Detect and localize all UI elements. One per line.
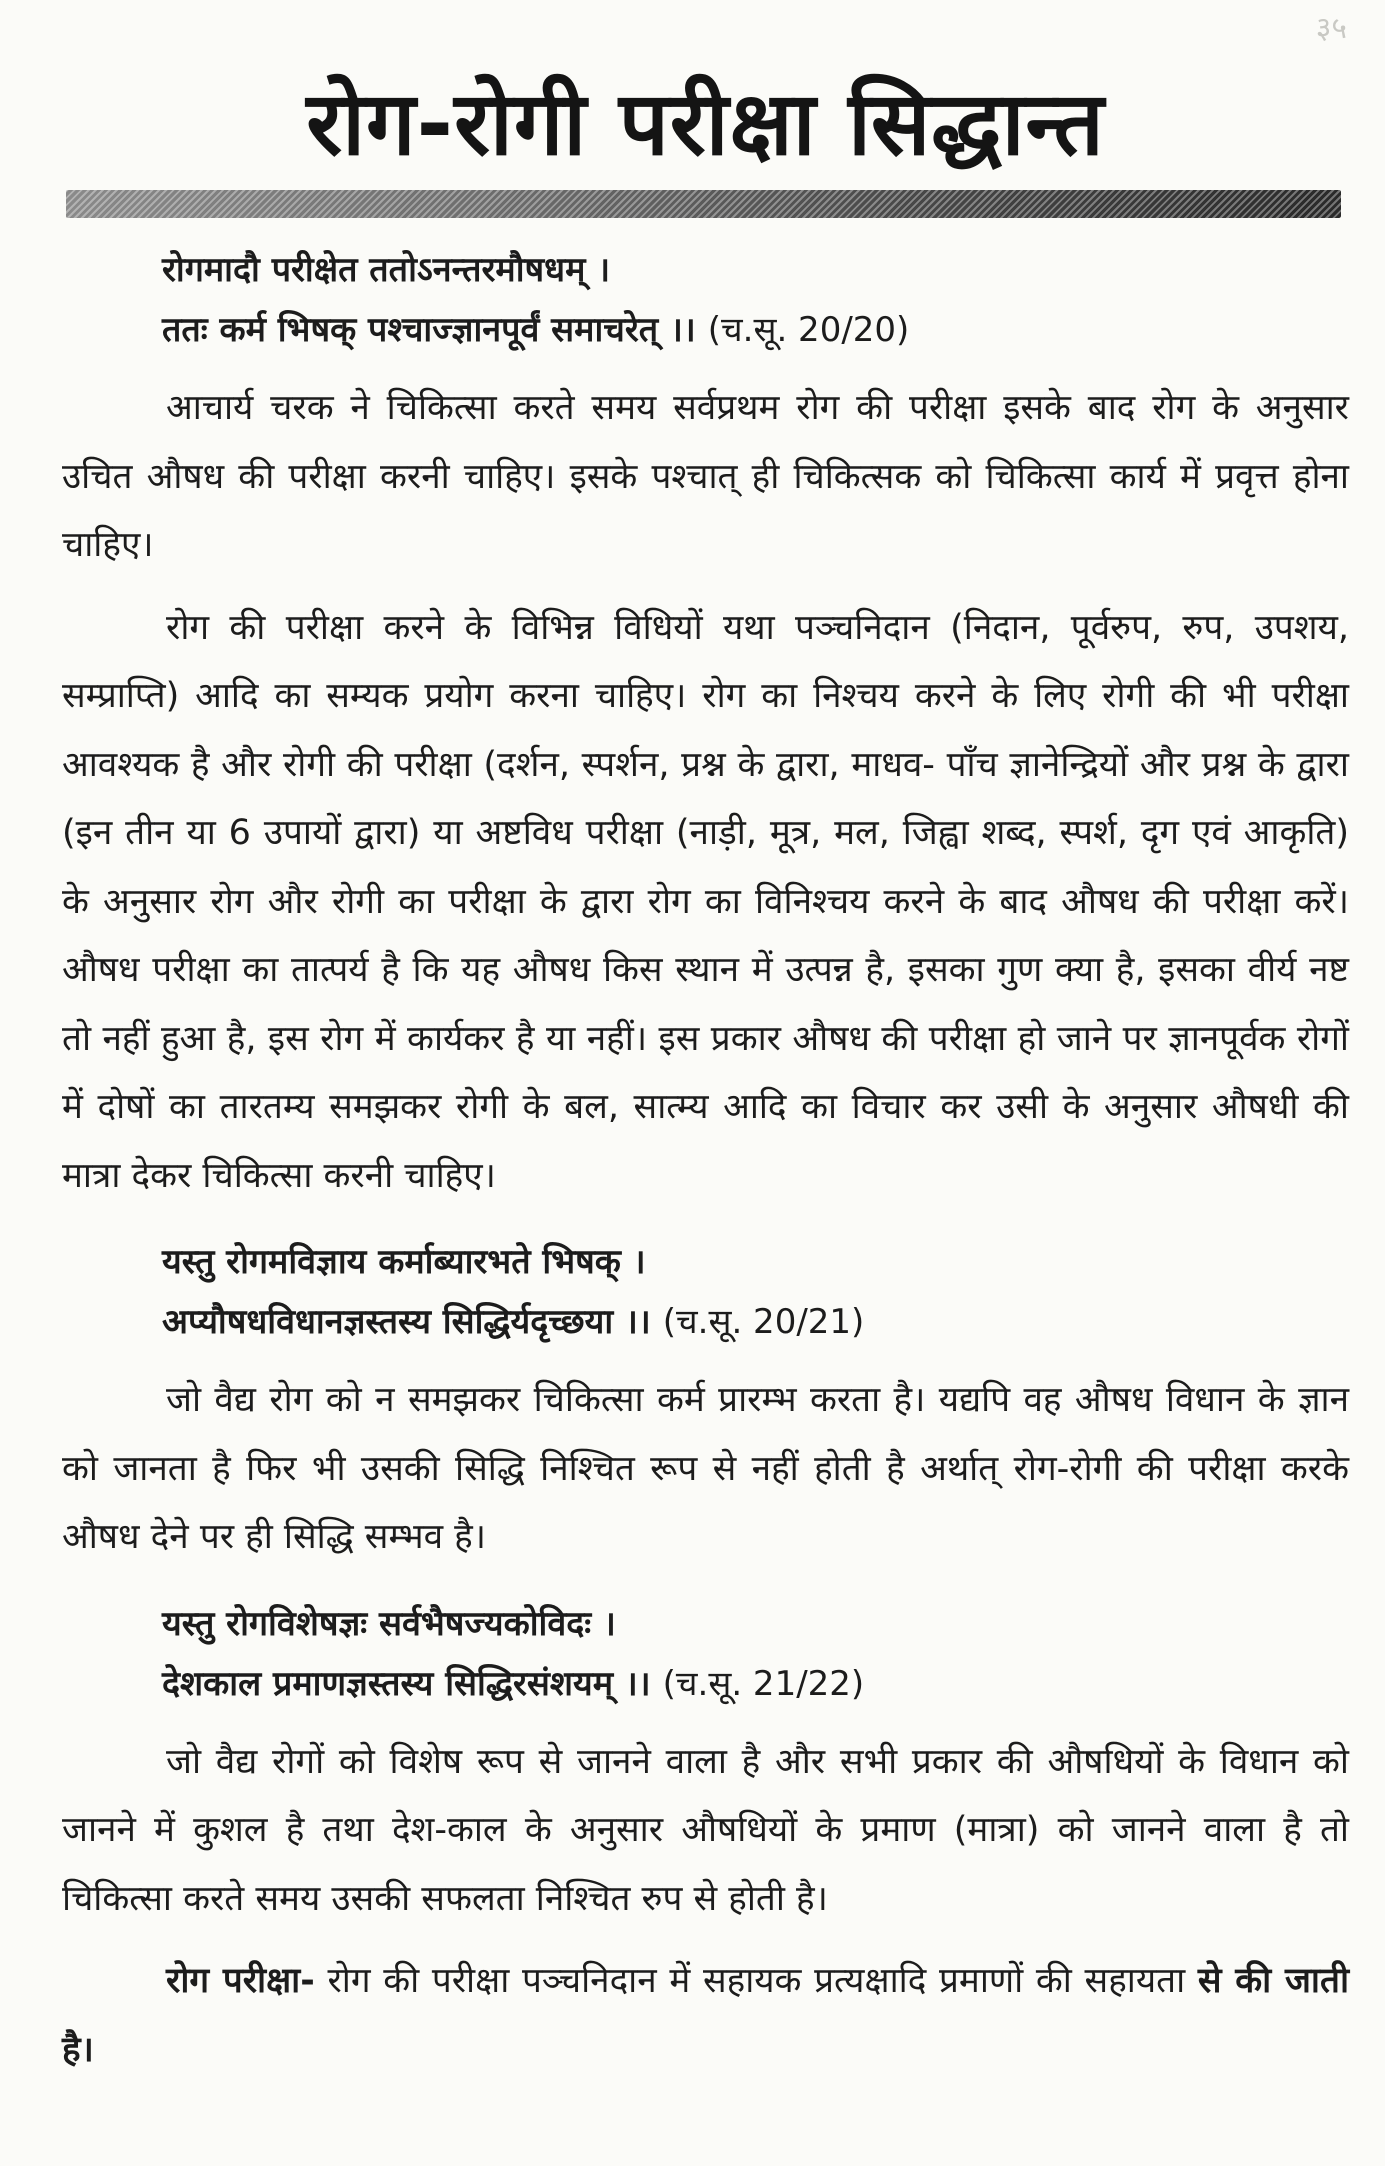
- paragraph-5-body: रोग की परीक्षा पञ्चनिदान में सहायक प्रत्यक्षादि प्रमाणों की सहायता: [327, 1961, 1186, 2001]
- verse-1-reference: (च.सू. 20/20): [707, 310, 910, 350]
- paragraph-5: [62, 1947, 1349, 2084]
- sanskrit-verse-1: [162, 240, 1349, 360]
- verse-3-line-2-text: देशकाल प्रमाणज्ञस्तस्य सिद्धिरसंशयम् ।।: [162, 1663, 651, 1704]
- verse-2-line-1: यस्तु रोगमविज्ञाय कर्माब्यारभते भिषक् ।: [162, 1242, 646, 1282]
- verse-2-line-2-text: अप्यौषधविधानज्ञस्तस्य सिद्धिर्यदृच्छया ।।: [162, 1302, 651, 1342]
- title-underline-bar: [66, 190, 1341, 218]
- verse-3-line-1: यस्तु रोगविशेषज्ञः सर्वभैषज्यकोविदः ।: [162, 1603, 616, 1644]
- paragraph-4: जो वैद्य रोगों को विशेष रूप से जानने वाला है और सभी प्रकार की औषधियों के विधान को जानने में कुशल है तथा देश-काल के अनुसार औषधियों के प्रमाण (मात्रा) को जानने वाला है तो चिकित्सा करते समय उसकी सफलता निश्चित रुप से होती है।: [62, 1741, 1349, 1919]
- verse-2-line-2: [162, 1292, 1349, 1352]
- verse-3-line-2: [162, 1654, 1349, 1714]
- verse-1-line-2-text: ततः कर्म भिषक् पश्चाज्ज्ञानपूर्वं समाचरेत् ।।: [162, 310, 696, 350]
- paragraph-5-tail: से की जाती है।: [62, 1961, 1350, 2070]
- verse-1-line-2: [162, 300, 1349, 360]
- chapter-title: रोग-रोगी परीक्षा सिद्धान्त: [306, 72, 1105, 175]
- roga-pariksha-heading: रोग परीक्षा-: [166, 1961, 315, 2001]
- paragraph-1: आचार्य चरक ने चिकित्सा करते समय सर्वप्रथम रोग की परीक्षा इसके बाद रोग के अनुसार उचित औषध की परीक्षा करनी चाहिए। इसके पश्चात् ही चिकित्सक को चिकित्सा कार्य में प्रवृत्त होना चाहिए।: [62, 388, 1349, 565]
- verse-1-line-1: रोगमादौ परीक्षेत ततोऽनन्तरमौषधम् ।: [162, 250, 611, 290]
- sanskrit-verse-3: [162, 1594, 1349, 1714]
- paragraph-2: रोग की परीक्षा करने के विभिन्न विधियों यथा पञ्चनिदान (निदान, पूर्वरुप, रुप, उपशय, सम्प्राप्ति) आदि का सम्यक प्रयोग करना चाहिए। रोग का निश्चय करने के लिए रोगी की भी परीक्षा आवश्यक है और रोगी की परीक्षा (दर्शन, स्पर्शन, प्रश्न के द्वारा, माधव- पाँच ज्ञानेन्द्रियों और प्रश्न के द्वारा (इन तीन या 6 उपायों द्वारा) या अष्टविध परीक्षा (नाड़ी, मूत्र, मल, जिह्वा शब्द, स्पर्श, दृग एवं आकृति) के अनुसार रोग और रोगी का परीक्षा के द्वारा रोग का विनिश्चय करने के बाद औषध की परीक्षा करें। औषध परीक्षा का तात्पर्य है कि यह औषध किस स्थान में उत्पन्न है, इसका गुण क्या है, इसका वीर्य नष्ट तो नहीं हुआ है, इस रोग में कार्यकर है या नहीं। इस प्रकार औषध की परीक्षा हो जाने पर ज्ञानपूर्वक रोगों में दोषों का तारतम्य समझकर रोगी के बल, सात्म्य आदि का विचार कर उसी के अनुसार औषधी की मात्रा देकर चिकित्सा करनी चाहिए।: [62, 607, 1349, 1196]
- verse-2-reference: (च.सू. 20/21): [662, 1302, 865, 1342]
- paragraph-3: जो वैद्य रोग को न समझकर चिकित्सा कर्म प्रारम्भ करता है। यद्यपि वह औषध विधान के ज्ञान को जानता है फिर भी उसकी सिद्धि निश्चित रूप से नहीं होती है अर्थात् रोग-रोगी की परीक्षा करके औषध देने पर ही सिद्धि सम्भव है।: [62, 1380, 1349, 1557]
- page-number: ३५: [1315, 11, 1347, 46]
- sanskrit-verse-2: [162, 1232, 1349, 1352]
- verse-3-reference: (च.सू. 21/22): [662, 1663, 865, 1704]
